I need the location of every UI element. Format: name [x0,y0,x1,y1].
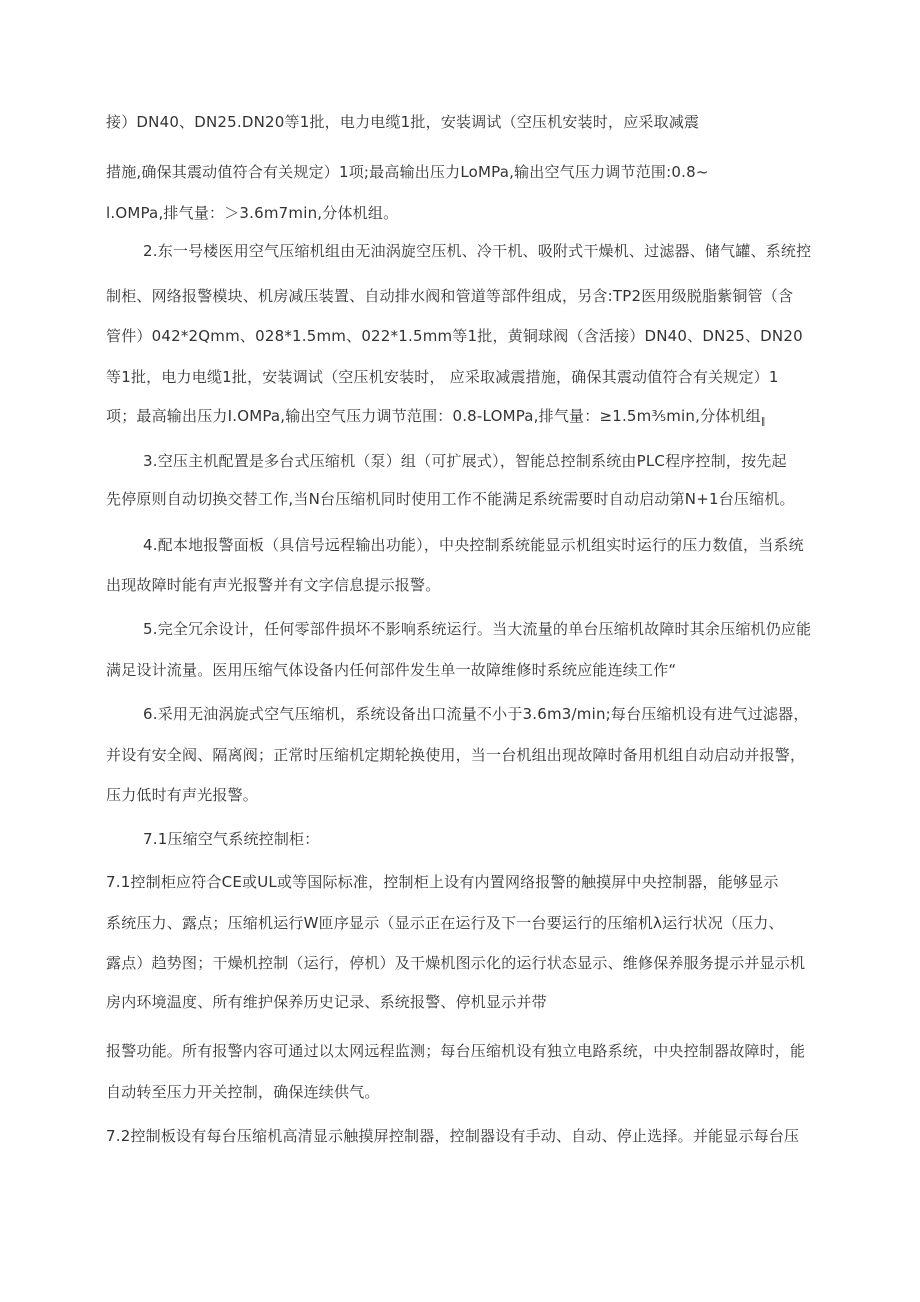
text-line: l.OMPa,排气量：＞3.6m7min,分体机组。 [106,204,399,222]
text-line: 报警功能。所有报警内容可通过以太网远程监测；每台压缩机设有独立电路系统，中央控制器故障时，能 [106,1042,806,1060]
text-line: 管件）042*2Qmm、028*1.5mm、022*1.5mm等1批，黄铜球阀（含活接）DN40、DN25、DN20 [106,327,803,345]
text-line: 等1批，电力电缆1批，安装调试（空压机安装时， 应采取减震措施，确保其震动值符合有关规定）1 [106,368,779,386]
text-line: 出现故障时能有声光报警并有文字信息提示报警。 [106,576,441,594]
text-line: 7.1控制柜应符合CE或UL或等国际标准，控制柜上设有内置网络报警的触摸屏中央控制器，能够显示 [106,873,779,891]
text-line: 措施,确保其震动值符合有关规定）1项;最高输出压力LoMPa,输出空气压力调节范围:0.8~ [106,163,709,181]
text-line: 并设有安全阀、隔离阀；正常时压缩机定期轮换使用，当一台机组出现故障时备用机组自动启动并报警， [106,746,806,764]
text-line: 系统压力、露点；压缩机运行W匝序显示（显示正在运行及下一台要运行的压缩机λ运行状况（压力、 [106,914,784,932]
text-line: 制柜、网络报警模块、机房减压装置、自动排水阀和管道等部件组成，另含:TP2医用级脱脂紫铜管（含 [106,287,794,305]
text-line: 露点）趋势图；干燥机控制（运行，停机）及干燥机图示化的运行状态显示、维修保养服务提示并显示机 [106,954,806,972]
text-line: 接）DN40、DN25.DN20等1批，电力电缆1批，安装调试（空压机安装时，应采取减震 [106,113,700,131]
text-span: 项；最高输出压力I.OMPa,输出空气压力调节范围：0.8-LOMPa,排气量：≥1.5m⅗min,分体机组 [106,407,761,425]
paragraph-2-line: 2.东一号楼医用空气压缩机组由无油涡旋空压机、冷干机、吸附式干燥机、过滤器、储气罐、系统控 [143,242,812,260]
text-line: 先停原则自动切换交替工作,当N台压缩机同时使用工作不能满足系统需要时自动启动第N+1台压缩机。 [106,490,795,508]
text-line: 房内环境温度、所有维护保养历史记录、系统报警、停机显示并带 [106,993,547,1011]
paragraph-5-line: 5.完全冗余设计，任何零部件损坏不影响系统运行。当大流量的单台压缩机故障时其余压缩机仍应能 [143,620,812,638]
text-line: 满足设计流量。医用压缩气体设备内任何部件发生单一故障维修时系统应能连续工作“ [106,661,677,679]
text-line: 7.2控制板设有每台压缩机高清显示触摸屏控制器，控制器设有手动、自动、停止选择。并能显示每台压 [106,1127,800,1145]
paragraph-6-line: 6.采用无油涡旋式空气压缩机，系统设备出口流量不小于3.6m3/min;每台压缩机设有进气过滤器， [143,705,809,723]
paragraph-4-line: 4.配本地报警面板（具信号远程输出功能），中央控制系统能显示机组实时运行的压力数值，当系统 [143,536,804,554]
text-line: 压力低时有声光报警。 [106,786,259,804]
section-heading-7-1: 7.1压缩空气系统控制柜： [143,830,320,848]
text-line: 自动转至压力开关控制，确保连续供气。 [106,1083,380,1101]
paragraph-3-line: 3.空压主机配置是多台式压缩机（泵）组（可扩展式），智能总控制系统由PLC程序控制，按先起 [143,452,787,470]
subscript-mark: ‖ [760,417,766,427]
text-line-with-mark [106,406,766,432]
